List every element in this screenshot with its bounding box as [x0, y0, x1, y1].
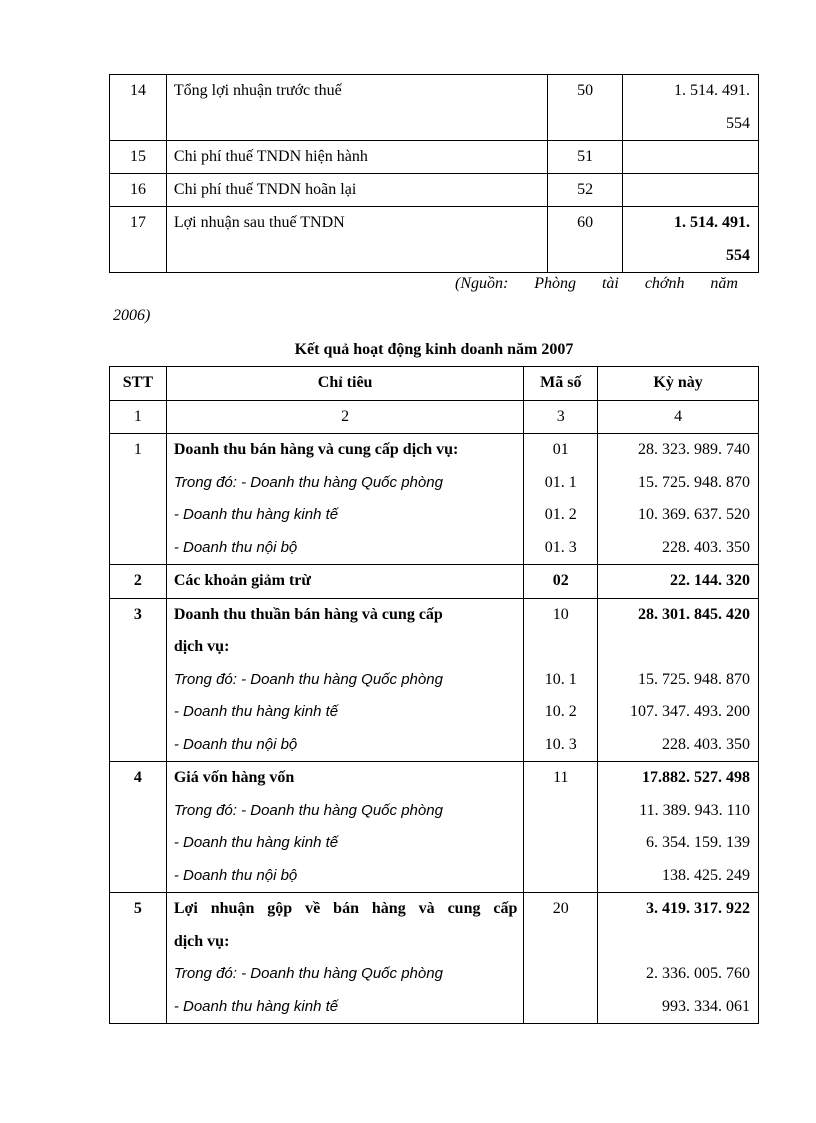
row-name: Tổng lợi nhuận trước thuế [166, 75, 547, 141]
row-name [166, 434, 524, 565]
line-value: 228. 403. 350 [662, 735, 750, 753]
colnum-4: 4 [598, 400, 759, 434]
line-code: 10. 2 [544, 703, 577, 720]
colnum-2: 2 [166, 400, 524, 434]
column-number-row [110, 400, 759, 434]
row-code: 52 [548, 174, 623, 207]
line-value: 993. 334. 061 [662, 997, 750, 1015]
table-row [110, 141, 759, 174]
row-value [598, 434, 759, 565]
title-word: cấp [493, 900, 518, 917]
row-name: Chi phí thuế TNDN hiện hành [166, 141, 547, 174]
value-line-1: 1. 514. 491. [674, 82, 750, 99]
line-code: 01 [552, 441, 569, 458]
row-name: Các khoản giảm trừ [166, 565, 524, 599]
line-value: 28. 301. 845. 420 [638, 605, 750, 623]
row-value [598, 893, 759, 1024]
row-code [524, 598, 598, 762]
row-stt: 15 [110, 141, 167, 174]
table-row [110, 434, 759, 565]
title-word: gộp [267, 900, 293, 917]
row-value [623, 75, 759, 141]
row-code [524, 893, 598, 1024]
value-line-1: 1. 514. 491. [674, 214, 750, 231]
table-row [110, 598, 759, 762]
table-row [110, 893, 759, 1024]
table-row [110, 75, 759, 141]
line-sub: - Doanh thu nội bộ [173, 735, 298, 753]
row-stt: 4 [110, 762, 167, 893]
line-sub: - Doanh thu hàng kinh tế [173, 997, 339, 1015]
line-sub: Trong đó: - Doanh thu hàng Quốc phòng [173, 965, 443, 982]
line-code: 10. 1 [544, 670, 577, 688]
line-title-justified [174, 893, 524, 926]
line-sub: - Doanh thu hàng kinh tế [173, 834, 339, 851]
line-sub: - Doanh thu nội bộ [173, 866, 298, 884]
line-value-empty [598, 926, 750, 959]
line-value: 17.882. 527. 498 [642, 769, 750, 786]
source-word: (Nguồn: [455, 275, 509, 292]
row-name [166, 598, 524, 762]
colnum-3: 3 [524, 400, 598, 434]
line-value: 15. 725. 948. 870 [638, 670, 750, 688]
source-word: chớnh [644, 275, 685, 292]
line-code: 01. 2 [544, 506, 577, 523]
row-code [524, 762, 598, 893]
title-word: và [418, 900, 435, 917]
table-row [110, 174, 759, 207]
title-word: hàng [371, 900, 406, 917]
line-title: Doanh thu bán hàng và cung cấp dịch vụ: [173, 441, 459, 458]
line-value: 2. 336. 005. 760 [646, 965, 750, 982]
table-row [110, 762, 759, 893]
row-value: 22. 144. 320 [598, 565, 759, 599]
row-value [598, 762, 759, 893]
line-sub: Trong đó: - Doanh thu hàng Quốc phòng [173, 670, 443, 688]
line-sub: Trong đó: - Doanh thu hàng Quốc phòng [173, 473, 443, 491]
title-word: Lợi [173, 900, 198, 917]
row-code: 02 [524, 565, 598, 599]
business-results-table-2007 [109, 366, 759, 1024]
row-stt: 17 [110, 207, 167, 273]
line-value: 6. 354. 159. 139 [646, 834, 750, 851]
title-word: về [305, 900, 321, 917]
line-value-empty [598, 631, 750, 664]
source-word: Phòng [534, 275, 577, 292]
row-code: 60 [548, 207, 623, 273]
row-code: 51 [548, 141, 623, 174]
line-code-empty [524, 631, 597, 664]
line-title: Giá vốn hàng vốn [173, 769, 295, 786]
header-row [110, 367, 759, 401]
row-stt: 3 [110, 598, 167, 762]
profit-table-2006 [109, 74, 759, 273]
header-stt: STT [110, 367, 167, 401]
row-value [623, 174, 759, 207]
line-code: 01. 1 [544, 473, 577, 491]
row-value [598, 598, 759, 762]
line-sub: - Doanh thu nội bộ [173, 538, 298, 556]
header-value: Kỳ này [598, 367, 759, 401]
row-name [166, 762, 524, 893]
row-code [524, 434, 598, 565]
row-name: Lợi nhuận sau thuế TNDN [166, 207, 547, 273]
row-code: 50 [548, 75, 623, 141]
row-stt: 14 [110, 75, 167, 141]
line-sub: Trong đó: - Doanh thu hàng Quốc phòng [173, 801, 443, 819]
page-title: Kết quả hoạt động kinh doanh năm 2007 [294, 341, 574, 358]
row-stt: 16 [110, 174, 167, 207]
table-row [110, 565, 759, 599]
value-line-2: 554 [726, 246, 750, 264]
row-stt: 2 [110, 565, 167, 599]
header-name: Chỉ tiêu [166, 367, 524, 401]
line-code: 11 [553, 769, 569, 786]
line-value: 28. 323. 989. 740 [638, 441, 750, 458]
line-value: 138. 425. 249 [662, 866, 750, 884]
row-value [623, 141, 759, 174]
line-code: 10. 3 [544, 735, 577, 753]
colnum-1: 1 [110, 400, 167, 434]
line-value: 10. 369. 637. 520 [638, 506, 750, 523]
source-note-year: 2006) [113, 307, 151, 324]
line-code: 20 [552, 900, 569, 917]
line-value: 11. 389. 943. 110 [639, 801, 750, 819]
title-word: nhuận [210, 900, 255, 917]
row-stt: 1 [110, 434, 167, 565]
table-row [110, 207, 759, 273]
row-name: Chi phí thuế TNDN hoãn lại [166, 174, 547, 207]
row-stt: 5 [110, 893, 167, 1024]
header-code: Mã số [524, 367, 598, 401]
line-value: 3. 419. 317. 922 [646, 900, 750, 917]
line-value: 15. 725. 948. 870 [638, 473, 750, 491]
line-sub: - Doanh thu hàng kinh tế [173, 506, 339, 523]
line-code: 10 [552, 605, 569, 623]
value-line-2: 554 [726, 114, 750, 132]
row-name [166, 893, 524, 1024]
line-title: Doanh thu thuần bán hàng và cung cấp [173, 605, 443, 623]
line-value: 107. 347. 493. 200 [630, 703, 750, 720]
line-code: 01. 3 [544, 538, 577, 556]
row-value [623, 207, 759, 273]
title-word: bán [333, 900, 359, 917]
source-note [455, 274, 738, 294]
source-word: tài [601, 275, 619, 292]
line-value: 228. 403. 350 [662, 538, 750, 556]
line-sub: - Doanh thu hàng kinh tế [173, 703, 339, 720]
line-title: dịch vụ: [173, 638, 230, 655]
title-word: cung [447, 900, 481, 917]
line-title: dịch vụ: [173, 932, 230, 950]
source-word: năm [710, 275, 738, 292]
